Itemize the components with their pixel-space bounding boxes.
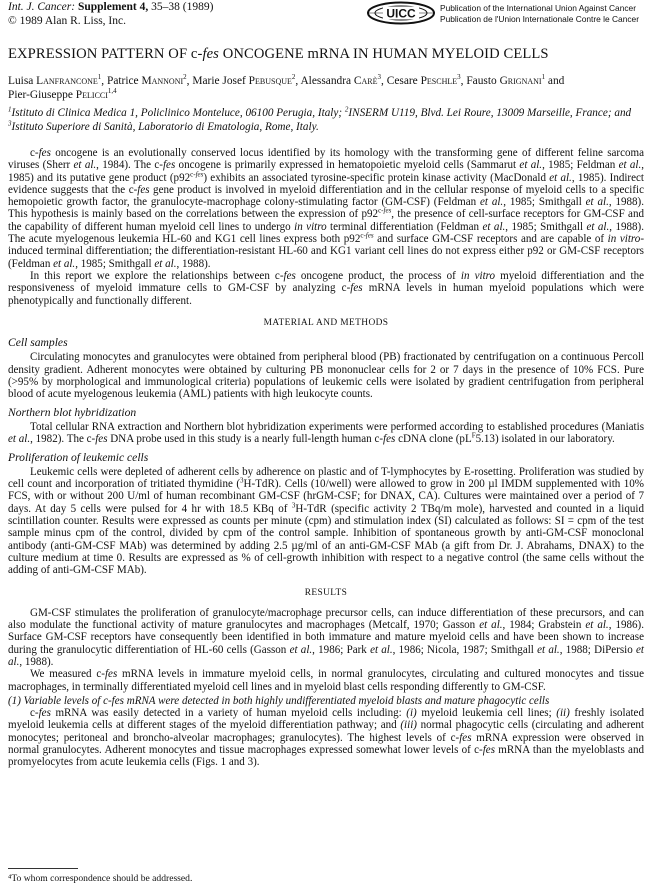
copyright: © 1989 Alan R. Liss, Inc. (8, 15, 126, 27)
svg-text:UICC: UICC (386, 6, 416, 21)
northern-blot-paragraph: Total cellular RNA extraction and Northern blot hybridization experiments were performed according to established procedures (Maniatis et al., 1982). The c-fes DNA probe used in this study is a nearly full-length human c-fes cDNA clone $(pL^F5.13)$ isolated in our laboratory. (8, 420, 644, 446)
proliferation-paragraph: Leukemic cells were depleted of adherent cells by adherence on plastic and of T-lymphocytes by E-rosetting. Proliferation was studied by cell count and incorporation of tritiated thymidine ($^3$H-TdR). Cells (10/well) were allowed to grow in 200 µl IMDM supplemented with 10% FCS, with or without 200 U/ml of human recombinant GM-CSF (hrGM-CSF; for DNAX, CA). Cultures were maintained over a period of 7 days. At day 5 cells were pulsed for 4 hr with 18.5 KBq of $^3$H-TdR (specific activity 2 TBq/m mole), harvested and counted in a liquid scintillation counter. Results were expressed as counts per minute (cpm) and stimulation index (SI) calculated as follows: SI = cpm of the test sample minus cpm of the control, divided by cpm of the control sample. Inhibition of spontaneous growth by anti-GM-CSF monoclonal antibody (anti-GM-CSF MAb) was determined by adding 2.5 µg/ml of an anti-GM-CSF MAb (a gift from Dr. J. Abrahams, DNAX) to the culture medium at time 0. Results are expressed as % of cell-growth inhibition with respect to a negative control (the same cells without the adding of anti-GM-CSF MAb). (8, 465, 644, 577)
methods-heading: MATERIAL AND METHODS (263, 317, 389, 328)
results-heading: RESULTS (304, 587, 348, 598)
publisher-info: Publication of the International Union Against Cancer Publication de l'Union Internationale Contre le Cancer (440, 3, 639, 24)
cell-samples-paragraph: Circulating monocytes and granulocytes were obtained from peripheral blood (PB) fractionated by centrifugation on a continuous Percoll density gradient. Adherent monocytes were obtained by culturing PB mononuclear cells for 2 or 7 days in the presence of 10% FCS. Pure (>95% by morphological and immunological criteria) populations of leukemic cells were isolated by gradient centrifugation from peripheral blood of acute myelogenous leukemia (AML) patients with high leukocyte counts. (8, 351, 644, 401)
author-list: Luisa Lanfrancone$^1$, Patrice Mannoni$^2$, Marie Josef Pebusque$^2$, Alessandra Carè$^3$, Cesare Peschle$^3$, Fausto Grignani$^1$ and Pier-Giuseppe Pelicci$^{1,4}$ (8, 73, 565, 102)
intro-paragraph-1: c-fes oncogene is an evolutionally conserved locus identified by its homology with the transforming gene of different feline sarcoma viruses (Sherr et al., 1984). The c-fes oncogene is primarily expressed in hematopoietic myeloid cells (Sammarut et al., 1985; Feldman et al., 1985) and its putative gene product $(p92^{c-fes})$ exhibits an associated tyrosine-specific protein kinase activity (MacDonald et al., 1985). Indirect evidence suggests that the c-fes gene product is involved in myeloid differentiation and in the cellular response of myeloid cells to a specific hemopoietic growth factor, the granulocyte-macrophage colony-stimulating factor (GM-CSF) (Feldman et al., 1985; Smithgall et al., 1988). This hypothesis is mainly based on the correlations between the expression of $p92^{c-fes}$, the presence of cell-surface receptors for GM-CSF and the capability of different human myeloid cell lines to undergo in vitro terminal differentiation (Feldman et al., 1985; Smithgall et al., 1988). The acute myelogenous leukemia HL-60 and KG1 cell lines express both $p92^{c-fes}$ and surface GM-CSF receptors and are capable of in vitro-induced terminal differentiation; the differentiation-resistant HL-60 and KG1 variant cell lines do not express either p92 or GM-CSF receptors (Feldman et al., 1985; Smithgall et al., 1988). (8, 147, 644, 270)
uicc-logo (366, 1, 436, 25)
results-paragraph-1: GM-CSF stimulates the proliferation of granulocyte/macrophage precursor cells, can induce differentiation of these precursors, and can also modulate the functional activity of mature granulocytes and macrophages (Metcalf, 1970; Gasson et al., 1984; Grabstein et al., 1986). Surface GM-CSF receptors have consequently been identified in both immature and mature myeloid cells and have been shown to increase during the granulocytic differentiation of HL-60 cells (Gasson et al., 1986; Park et al., 1986; Nicola, 1987; Smithgall et al., 1988; DiPersio et al., 1988). (8, 606, 645, 668)
footnote-rule (8, 868, 78, 869)
journal-header (8, 0, 213, 28)
proliferation-heading: Proliferation of leukemic cells (8, 450, 149, 464)
page-range: 35–38 (1989) (151, 1, 214, 13)
journal-name: Int. J. Cancer: (8, 1, 76, 13)
intro-paragraph-2: In this report we explore the relationships between c-fes oncogene product, the process of in vitro myeloid differentiation and the responsiveness of myeloid immature cells to GM-CSF by analyzing c-fes mRNA levels in human myeloid populations which were phenotypically and functionally different. (8, 269, 645, 307)
northern-blot-heading: Northern blot hybridization (8, 405, 137, 419)
affiliations: $^1$Istituto di Clinica Medica 1, Policlinico Monteluce, 06100 Perugia, Italy; $^2$INSERM U119, Blvd. Lei Roure, 13009 Marseille, France; and $^3$Istituto Superiore di Sanità, Laboratorio di Ematologia, Rome, Italy. (8, 105, 632, 133)
footnote: ⁴To whom correspondence should be addressed. (8, 873, 193, 884)
results-paragraph-2: We measured c-fes mRNA levels in immature myeloid cells, in normal granulocytes, circulating and cultured monocytes and tissue macrophages, in terminally differentiated myeloid cell lines and in myeloid blast cells responding differently to GM-CSF. (8, 668, 644, 693)
supplement: Supplement 4, (77, 1, 149, 13)
article-body (8, 147, 644, 769)
cell-samples-heading: Cell samples (8, 336, 68, 350)
results-subheading-1: (1) Variable levels of c-fes mRNA were detected in both highly undifferentiated myeloid blasts and mature phagocytic cells (8, 694, 550, 707)
paper-title: EXPRESSION PATTERN OF c-fes ONCOGENE mRNA IN HUMAN MYELOID CELLS (8, 46, 549, 62)
results-paragraph-3: c-fes mRNA was easily detected in a variety of human myeloid cells including: (i) myeloid leukemia cell lines; (ii) freshly isolated myeloid leukemia cells at different stages of the myeloid differentiation pathway; and (iii) normal phagocytic cells (circulating and adherent monocytes; peritoneal and broncho-alveolar macrophages; granulocytes). The highest levels of c-fes mRNA expression were observed in normal granulocytes. Adherent monocytes and tissue macrophages expressed somewhat lower levels of c-fes mRNA than the myeloblasts and promyelocytes from acute leukemia cells (Figs. 1 and 3). (8, 707, 645, 769)
